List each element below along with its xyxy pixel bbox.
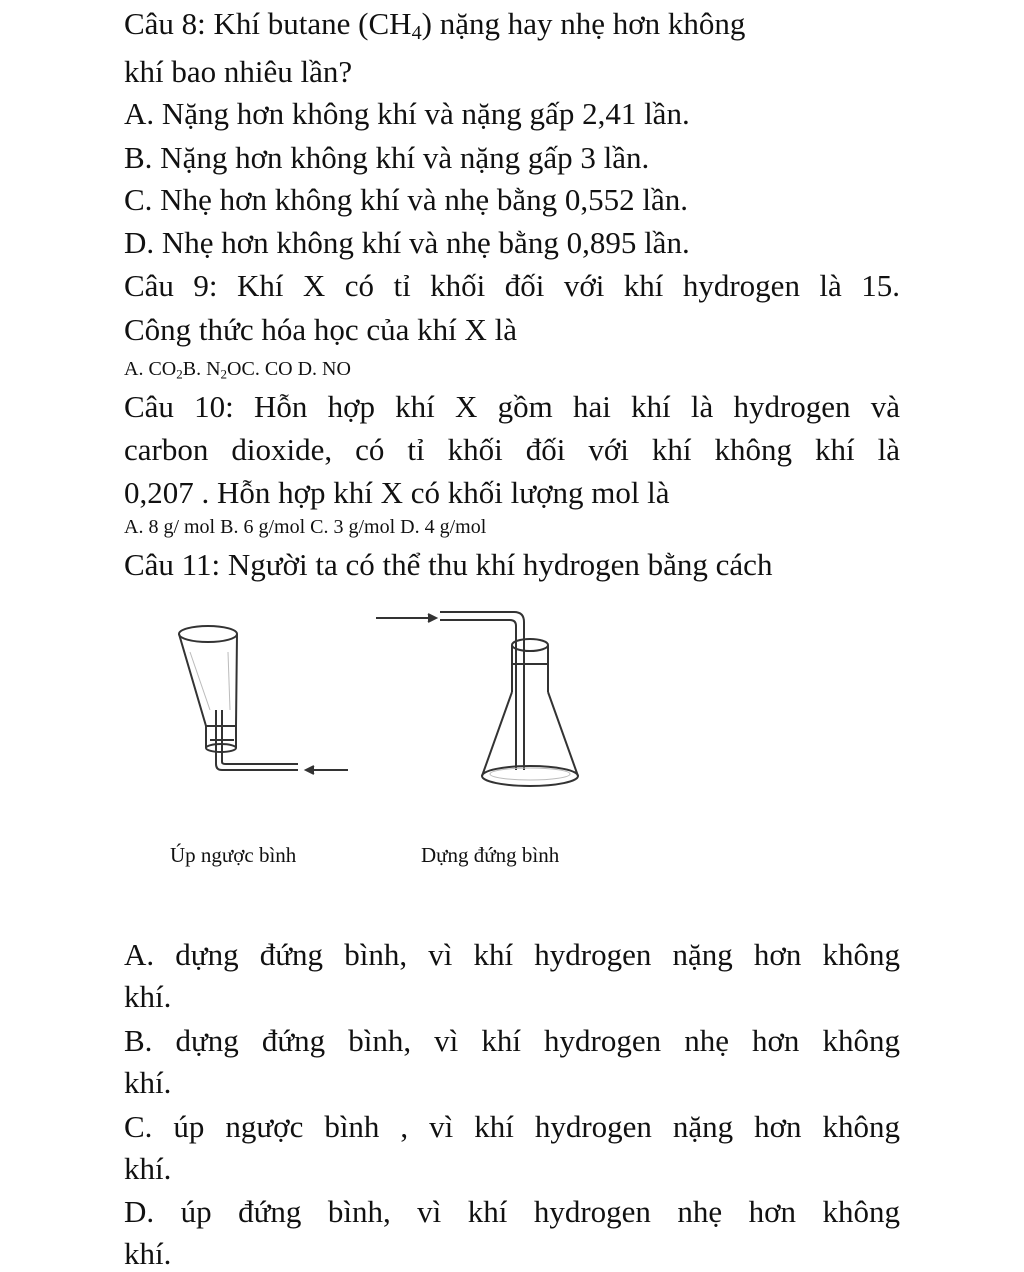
inverted-flask-icon (179, 626, 348, 774)
q11-stem: Câu 11: Người ta có thể thu khí hydrogen bằng cách (124, 547, 773, 582)
q10-stem-line2: carbon dioxide, có tỉ khối đối với khí không khí là (124, 432, 900, 467)
q11-option-d-line1: D. úp đứng bình, vì khí hydrogen nhẹ hơn không (124, 1194, 900, 1229)
q11-option-a-line2: khí. (124, 979, 172, 1014)
caption-upright-flask: Dựng đứng bình (421, 843, 560, 867)
q8-option-b: B. Nặng hơn không khí và nặng gấp 3 lần. (124, 140, 650, 175)
q11-option-c-line2: khí. (124, 1151, 172, 1186)
q11-option-a-line1: A. dựng đứng bình, vì khí hydrogen nặng hơn không (124, 937, 900, 972)
q8-stem-line2: khí bao nhiêu lần? (124, 54, 353, 89)
q8-option-a: A. Nặng hơn không khí và nặng gấp 2,41 lần. (124, 96, 690, 131)
q11-option-d-line2: khí. (124, 1236, 172, 1271)
q11-option-b-line1: B. dựng đứng bình, vì khí hydrogen nhẹ hơn không (124, 1023, 900, 1058)
q8-option-d: D. Nhẹ hơn không khí và nhẹ bằng 0,895 lần. (124, 225, 690, 260)
q11-option-c-line1: C. úp ngược bình , vì khí hydrogen nặng hơn không (124, 1109, 900, 1144)
gas-collection-figure (170, 600, 610, 810)
q8-option-c: C. Nhẹ hơn không khí và nhẹ bằng 0,552 lần. (124, 182, 688, 217)
q10-options: A. 8 g/ mol B. 6 g/mol C. 3 g/mol D. 4 g/mol (124, 516, 487, 538)
q10-stem-line1: Câu 10: Hỗn hợp khí X gồm hai khí là hydrogen và (124, 389, 900, 424)
q10-stem-line3: 0,207 . Hỗn hợp khí X có khối lượng mol là (124, 475, 670, 510)
q9-options: A. $CO_2B$. $N_2OC$. CO D. NO (124, 358, 351, 382)
q8-stem-line1: Câu 8: Khí butane $(CH_4)$ nặng hay nhẹ hơn không (124, 6, 746, 45)
caption-inverted-flask: Úp ngược bình (170, 843, 297, 867)
q9-stem-line2: Công thức hóa học của khí X là (124, 312, 518, 347)
q9-stem-line1: Câu 9: Khí X có tỉ khối đối với khí hydrogen là 15. (124, 268, 900, 303)
upright-flask-icon (376, 612, 578, 786)
q11-option-b-line2: khí. (124, 1065, 172, 1100)
